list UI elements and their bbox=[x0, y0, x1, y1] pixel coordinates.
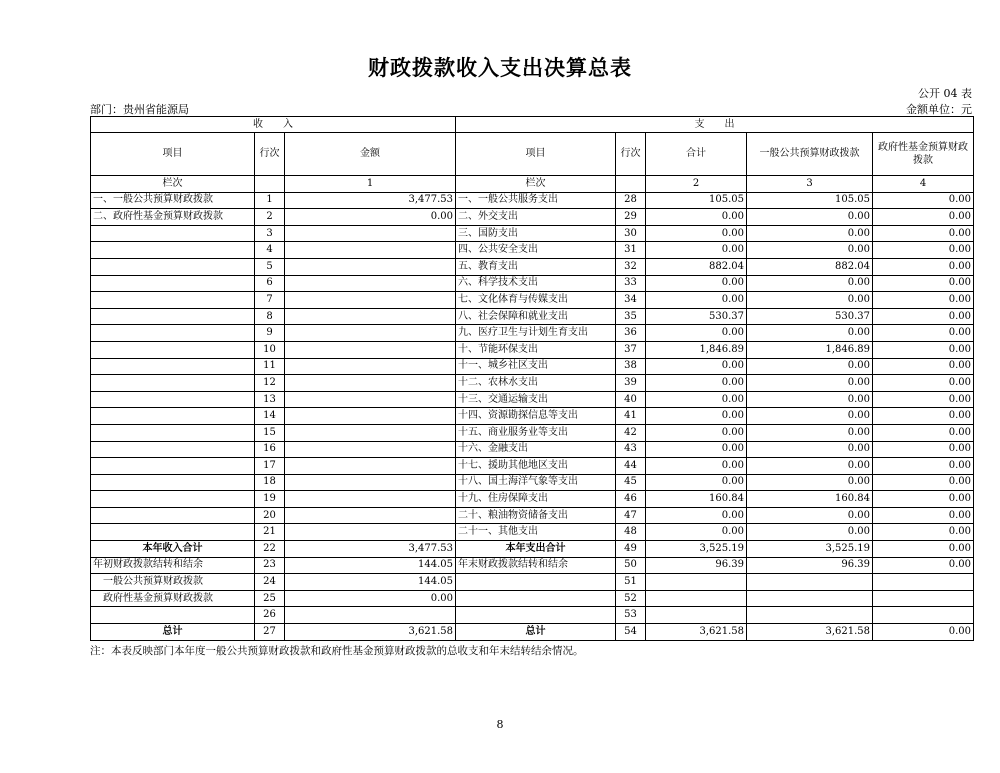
expense-general: 0.00 bbox=[747, 375, 873, 392]
expense-total: 160.84 bbox=[646, 491, 747, 508]
income-amount bbox=[285, 242, 456, 259]
expense-fund: 0.00 bbox=[873, 424, 974, 441]
expense-general: 0.00 bbox=[747, 458, 873, 475]
expense-section-header: 支 出 bbox=[456, 117, 974, 133]
expense-total: 0.00 bbox=[646, 225, 747, 242]
income-section-header: 收 入 bbox=[91, 117, 456, 133]
empty-cell bbox=[616, 176, 646, 193]
end-balance-total: 96.39 bbox=[646, 557, 747, 574]
income-amount bbox=[285, 507, 456, 524]
carryover-row bbox=[91, 557, 974, 574]
expense-total-label: 本年支出合计 bbox=[456, 541, 616, 558]
expense-fund: 0.00 bbox=[873, 441, 974, 458]
expense-item: 十一、城乡社区支出 bbox=[456, 358, 616, 375]
income-item bbox=[91, 424, 255, 441]
row-number: 37 bbox=[616, 341, 646, 358]
form-number: 公开 04 表 bbox=[918, 87, 972, 100]
empty-cell bbox=[456, 574, 616, 591]
end-balance-general: 96.39 bbox=[747, 557, 873, 574]
expense-row-no-header: 行次 bbox=[616, 133, 646, 176]
row-number: 9 bbox=[255, 325, 285, 342]
expense-item: 八、社会保障和就业支出 bbox=[456, 308, 616, 325]
income-amount bbox=[285, 391, 456, 408]
expense-item: 七、文化体育与传媒支出 bbox=[456, 292, 616, 309]
income-item bbox=[91, 507, 255, 524]
row-number: 44 bbox=[616, 458, 646, 475]
expense-item: 二十一、其他支出 bbox=[456, 524, 616, 541]
row-number: 42 bbox=[616, 424, 646, 441]
row-number: 21 bbox=[255, 524, 285, 541]
expense-total: 0.00 bbox=[646, 375, 747, 392]
table-row bbox=[91, 375, 974, 392]
expense-general: 0.00 bbox=[747, 325, 873, 342]
row-number: 11 bbox=[255, 358, 285, 375]
begin-balance-label: 年初财政拨款结转和结余 bbox=[91, 557, 255, 574]
gov-fund-header: 政府性基金预算财政拨款 bbox=[873, 133, 974, 176]
income-amount bbox=[285, 474, 456, 491]
row-number: 38 bbox=[616, 358, 646, 375]
table-row bbox=[91, 441, 974, 458]
table-row bbox=[91, 491, 974, 508]
row-number: 24 bbox=[255, 574, 285, 591]
row-number: 25 bbox=[255, 590, 285, 607]
expense-total: 0.00 bbox=[646, 408, 747, 425]
income-item: 二、政府性基金预算财政拨款 bbox=[91, 209, 255, 226]
row-number: 2 bbox=[255, 209, 285, 226]
expense-item: 十三、交通运输支出 bbox=[456, 391, 616, 408]
expense-fund: 0.00 bbox=[873, 375, 974, 392]
expense-item: 二十、粮油物资储备支出 bbox=[456, 507, 616, 524]
expense-fund: 0.00 bbox=[873, 408, 974, 425]
table-row bbox=[91, 424, 974, 441]
expense-item: 三、国防支出 bbox=[456, 225, 616, 242]
table-row bbox=[91, 408, 974, 425]
fiscal-summary-table bbox=[90, 116, 974, 641]
income-item bbox=[91, 325, 255, 342]
table-row bbox=[91, 507, 974, 524]
grand-expense-total: 3,621.58 bbox=[646, 624, 747, 641]
income-lane-number: 1 bbox=[285, 176, 456, 193]
expense-item: 一、一般公共服务支出 bbox=[456, 192, 616, 209]
expense-total: 0.00 bbox=[646, 292, 747, 309]
expense-fund: 0.00 bbox=[873, 209, 974, 226]
expense-item: 十八、国土海洋气象等支出 bbox=[456, 474, 616, 491]
income-item bbox=[91, 341, 255, 358]
expense-general: 0.00 bbox=[747, 209, 873, 226]
empty-cell bbox=[255, 176, 285, 193]
row-number: 54 bbox=[616, 624, 646, 641]
expense-fund: 0.00 bbox=[873, 258, 974, 275]
expense-item: 十二、农林水支出 bbox=[456, 375, 616, 392]
row-number: 26 bbox=[255, 607, 285, 624]
income-amount bbox=[285, 441, 456, 458]
expense-total: 882.04 bbox=[646, 258, 747, 275]
expense-total-amount: 3,525.19 bbox=[646, 541, 747, 558]
expense-fund: 0.00 bbox=[873, 192, 974, 209]
income-total-amount: 3,477.53 bbox=[285, 541, 456, 558]
row-number: 39 bbox=[616, 375, 646, 392]
income-row-no-header: 行次 bbox=[255, 133, 285, 176]
expense-item: 十六、金融支出 bbox=[456, 441, 616, 458]
row-number: 30 bbox=[616, 225, 646, 242]
row-number: 20 bbox=[255, 507, 285, 524]
carryover-general-row bbox=[91, 574, 974, 591]
income-amount bbox=[285, 225, 456, 242]
expense-general: 0.00 bbox=[747, 524, 873, 541]
empty-cell bbox=[747, 574, 873, 591]
expense-general: 0.00 bbox=[747, 242, 873, 259]
row-number: 51 bbox=[616, 574, 646, 591]
empty-cell bbox=[91, 607, 255, 624]
table-row bbox=[91, 225, 974, 242]
expense-fund: 0.00 bbox=[873, 341, 974, 358]
income-lane-label: 栏次 bbox=[91, 176, 255, 193]
expense-fund: 0.00 bbox=[873, 225, 974, 242]
table-row bbox=[91, 341, 974, 358]
expense-general: 160.84 bbox=[747, 491, 873, 508]
income-item bbox=[91, 242, 255, 259]
row-number: 16 bbox=[255, 441, 285, 458]
expense-total: 530.37 bbox=[646, 308, 747, 325]
lane-number-3: 3 bbox=[747, 176, 873, 193]
page-number: 8 bbox=[496, 718, 504, 731]
expense-general: 1,846.89 bbox=[747, 341, 873, 358]
table-row bbox=[91, 308, 974, 325]
expense-total: 0.00 bbox=[646, 441, 747, 458]
income-amount bbox=[285, 292, 456, 309]
expense-fund: 0.00 bbox=[873, 474, 974, 491]
income-amount-header: 金额 bbox=[285, 133, 456, 176]
column-header-row bbox=[91, 133, 974, 176]
expense-total: 0.00 bbox=[646, 424, 747, 441]
grand-expense-general: 3,621.58 bbox=[747, 624, 873, 641]
expense-fund: 0.00 bbox=[873, 358, 974, 375]
income-item: 一、一般公共预算财政拨款 bbox=[91, 192, 255, 209]
row-number: 19 bbox=[255, 491, 285, 508]
expense-general: 0.00 bbox=[747, 292, 873, 309]
expense-fund: 0.00 bbox=[873, 491, 974, 508]
income-amount bbox=[285, 424, 456, 441]
expense-fund: 0.00 bbox=[873, 275, 974, 292]
expense-item-header: 项目 bbox=[456, 133, 616, 176]
table-row bbox=[91, 192, 974, 209]
expense-general: 0.00 bbox=[747, 424, 873, 441]
row-number: 40 bbox=[616, 391, 646, 408]
empty-cell bbox=[873, 607, 974, 624]
empty-cell bbox=[456, 607, 616, 624]
income-item bbox=[91, 441, 255, 458]
income-item bbox=[91, 275, 255, 292]
expense-total: 0.00 bbox=[646, 209, 747, 226]
row-number: 43 bbox=[616, 441, 646, 458]
income-item bbox=[91, 524, 255, 541]
row-number: 50 bbox=[616, 557, 646, 574]
income-item bbox=[91, 358, 255, 375]
income-item bbox=[91, 491, 255, 508]
expense-total-fund: 0.00 bbox=[873, 541, 974, 558]
income-amount bbox=[285, 408, 456, 425]
expense-item: 二、外交支出 bbox=[456, 209, 616, 226]
expense-fund: 0.00 bbox=[873, 292, 974, 309]
row-number: 35 bbox=[616, 308, 646, 325]
expense-item: 十、节能环保支出 bbox=[456, 341, 616, 358]
empty-cell bbox=[873, 590, 974, 607]
general-budget-header: 一般公共预算财政拨款 bbox=[747, 133, 873, 176]
row-number: 48 bbox=[616, 524, 646, 541]
income-item bbox=[91, 408, 255, 425]
row-number: 10 bbox=[255, 341, 285, 358]
row-number: 31 bbox=[616, 242, 646, 259]
expense-total: 0.00 bbox=[646, 325, 747, 342]
carryover-fund-row bbox=[91, 590, 974, 607]
row-number: 28 bbox=[616, 192, 646, 209]
blank-row bbox=[91, 607, 974, 624]
expense-general: 0.00 bbox=[747, 507, 873, 524]
empty-cell bbox=[747, 590, 873, 607]
column-number-row bbox=[91, 176, 974, 193]
empty-cell bbox=[285, 607, 456, 624]
section-header-row bbox=[91, 117, 974, 133]
income-amount bbox=[285, 258, 456, 275]
table-row bbox=[91, 258, 974, 275]
row-number: 45 bbox=[616, 474, 646, 491]
income-amount: 0.00 bbox=[285, 209, 456, 226]
grand-income-label: 总计 bbox=[91, 624, 255, 641]
expense-general: 530.37 bbox=[747, 308, 873, 325]
row-number: 14 bbox=[255, 408, 285, 425]
income-amount bbox=[285, 491, 456, 508]
expense-total: 0.00 bbox=[646, 507, 747, 524]
begin-fund-label: 政府性基金预算财政拨款 bbox=[91, 590, 255, 607]
expense-total: 0.00 bbox=[646, 391, 747, 408]
income-total-label: 本年收入合计 bbox=[91, 541, 255, 558]
row-number: 46 bbox=[616, 491, 646, 508]
expense-fund: 0.00 bbox=[873, 458, 974, 475]
expense-total: 1,846.89 bbox=[646, 341, 747, 358]
expense-general: 0.00 bbox=[747, 225, 873, 242]
grand-expense-label: 总计 bbox=[456, 624, 616, 641]
income-amount bbox=[285, 458, 456, 475]
row-number: 41 bbox=[616, 408, 646, 425]
table-row bbox=[91, 242, 974, 259]
table-row bbox=[91, 275, 974, 292]
expense-general: 0.00 bbox=[747, 358, 873, 375]
expense-total: 0.00 bbox=[646, 275, 747, 292]
expense-fund: 0.00 bbox=[873, 242, 974, 259]
income-amount bbox=[285, 524, 456, 541]
income-item bbox=[91, 375, 255, 392]
table-row bbox=[91, 458, 974, 475]
row-number: 3 bbox=[255, 225, 285, 242]
income-item bbox=[91, 292, 255, 309]
row-number: 53 bbox=[616, 607, 646, 624]
row-number: 36 bbox=[616, 325, 646, 342]
currency-unit-label: 金额单位：元 bbox=[906, 103, 972, 116]
row-number: 34 bbox=[616, 292, 646, 309]
expense-item: 六、科学技术支出 bbox=[456, 275, 616, 292]
end-balance-label: 年末财政拨款结转和结余 bbox=[456, 557, 616, 574]
row-number: 1 bbox=[255, 192, 285, 209]
row-number: 13 bbox=[255, 391, 285, 408]
expense-total-general: 3,525.19 bbox=[747, 541, 873, 558]
department-label: 部门：贵州省能源局 bbox=[90, 103, 189, 116]
income-amount bbox=[285, 275, 456, 292]
page-title: 财政拨款收入支出决算总表 bbox=[368, 56, 632, 80]
income-item bbox=[91, 308, 255, 325]
income-amount bbox=[285, 341, 456, 358]
table-row bbox=[91, 325, 974, 342]
row-number: 12 bbox=[255, 375, 285, 392]
expense-general: 105.05 bbox=[747, 192, 873, 209]
expense-fund: 0.00 bbox=[873, 507, 974, 524]
grand-expense-fund: 0.00 bbox=[873, 624, 974, 641]
table-row bbox=[91, 391, 974, 408]
row-number: 4 bbox=[255, 242, 285, 259]
row-number: 22 bbox=[255, 541, 285, 558]
expense-total: 0.00 bbox=[646, 242, 747, 259]
expense-item: 十四、资源勘探信息等支出 bbox=[456, 408, 616, 425]
lane-number-4: 4 bbox=[873, 176, 974, 193]
begin-fund-amount: 0.00 bbox=[285, 590, 456, 607]
expense-item: 四、公共安全支出 bbox=[456, 242, 616, 259]
empty-cell bbox=[646, 607, 747, 624]
row-number: 32 bbox=[616, 258, 646, 275]
row-number: 7 bbox=[255, 292, 285, 309]
income-amount: 3,477.53 bbox=[285, 192, 456, 209]
empty-cell bbox=[747, 607, 873, 624]
end-balance-fund: 0.00 bbox=[873, 557, 974, 574]
table-row bbox=[91, 209, 974, 226]
expense-item: 九、医疗卫生与计划生育支出 bbox=[456, 325, 616, 342]
begin-general-amount: 144.05 bbox=[285, 574, 456, 591]
expense-item: 十七、援助其他地区支出 bbox=[456, 458, 616, 475]
begin-balance-amount: 144.05 bbox=[285, 557, 456, 574]
row-number: 6 bbox=[255, 275, 285, 292]
income-item bbox=[91, 225, 255, 242]
row-number: 29 bbox=[616, 209, 646, 226]
table-row bbox=[91, 474, 974, 491]
expense-fund: 0.00 bbox=[873, 524, 974, 541]
expense-general: 882.04 bbox=[747, 258, 873, 275]
income-item bbox=[91, 474, 255, 491]
grand-total-row bbox=[91, 624, 974, 641]
row-number: 33 bbox=[616, 275, 646, 292]
income-amount bbox=[285, 375, 456, 392]
expense-general: 0.00 bbox=[747, 474, 873, 491]
total-header: 合计 bbox=[646, 133, 747, 176]
empty-cell bbox=[646, 574, 747, 591]
expense-fund: 0.00 bbox=[873, 308, 974, 325]
income-amount bbox=[285, 325, 456, 342]
expense-lane-label: 栏次 bbox=[456, 176, 616, 193]
expense-total: 0.00 bbox=[646, 474, 747, 491]
income-amount bbox=[285, 358, 456, 375]
expense-general: 0.00 bbox=[747, 408, 873, 425]
expense-fund: 0.00 bbox=[873, 325, 974, 342]
row-number: 23 bbox=[255, 557, 285, 574]
table-row bbox=[91, 524, 974, 541]
expense-total: 0.00 bbox=[646, 524, 747, 541]
income-item bbox=[91, 258, 255, 275]
table-row bbox=[91, 358, 974, 375]
row-number: 47 bbox=[616, 507, 646, 524]
row-number: 27 bbox=[255, 624, 285, 641]
row-number: 52 bbox=[616, 590, 646, 607]
income-item bbox=[91, 391, 255, 408]
expense-item: 十五、商业服务业等支出 bbox=[456, 424, 616, 441]
expense-item: 五、教育支出 bbox=[456, 258, 616, 275]
expense-total: 105.05 bbox=[646, 192, 747, 209]
empty-cell bbox=[646, 590, 747, 607]
begin-general-label: 一般公共预算财政拨款 bbox=[91, 574, 255, 591]
lane-number-2: 2 bbox=[646, 176, 747, 193]
expense-total: 0.00 bbox=[646, 458, 747, 475]
row-number: 5 bbox=[255, 258, 285, 275]
empty-cell bbox=[873, 574, 974, 591]
row-number: 17 bbox=[255, 458, 285, 475]
row-number: 18 bbox=[255, 474, 285, 491]
row-number: 49 bbox=[616, 541, 646, 558]
income-item bbox=[91, 458, 255, 475]
table-row bbox=[91, 292, 974, 309]
expense-total: 0.00 bbox=[646, 358, 747, 375]
empty-cell bbox=[456, 590, 616, 607]
expense-fund: 0.00 bbox=[873, 391, 974, 408]
grand-income-amount: 3,621.58 bbox=[285, 624, 456, 641]
income-amount bbox=[285, 308, 456, 325]
row-number: 15 bbox=[255, 424, 285, 441]
income-item-header: 项目 bbox=[91, 133, 255, 176]
expense-general: 0.00 bbox=[747, 275, 873, 292]
row-number: 8 bbox=[255, 308, 285, 325]
expense-item: 十九、住房保障支出 bbox=[456, 491, 616, 508]
income-total-row bbox=[91, 541, 974, 558]
expense-general: 0.00 bbox=[747, 441, 873, 458]
table-footnote: 注：本表反映部门本年度一般公共预算财政拨款和政府性基金预算财政拨款的总收支和年末结转结余情况。 bbox=[90, 645, 584, 657]
expense-general: 0.00 bbox=[747, 391, 873, 408]
